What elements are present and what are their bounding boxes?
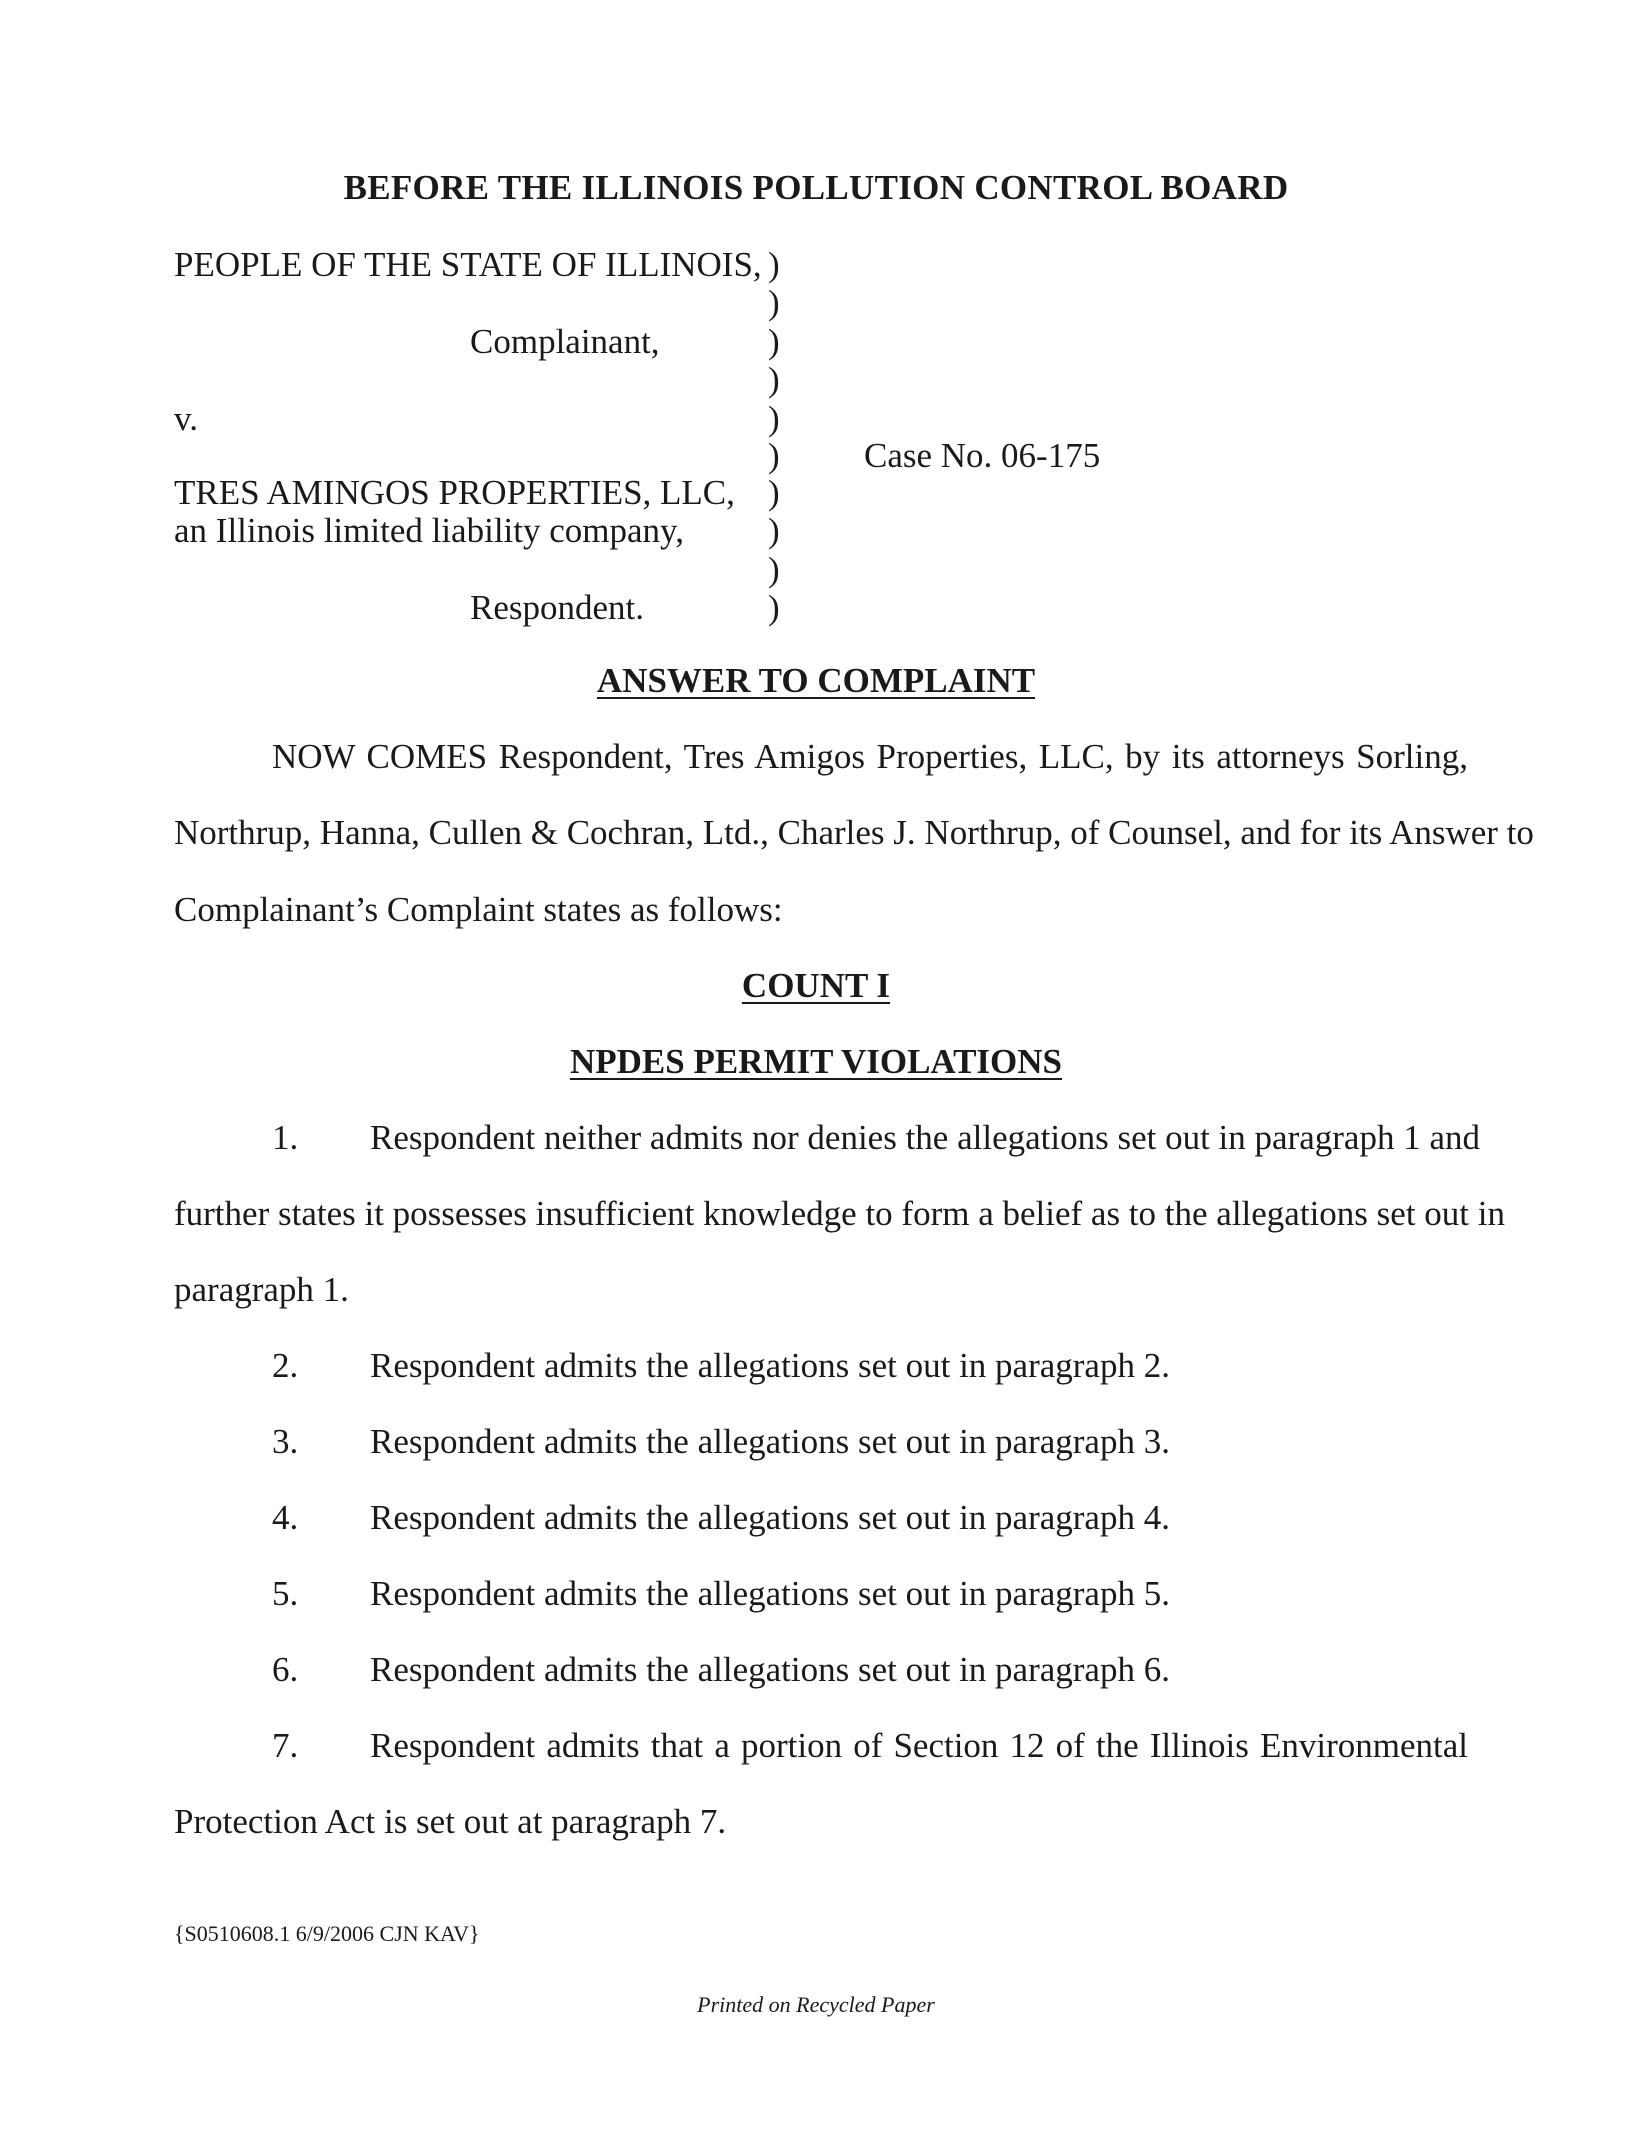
intro-line: NOW COMES Respondent, Tres Amigos Properties, LLC, by its attorneys Sorling, xyxy=(272,737,1468,776)
paragraph-text: Protection Act is set out at paragraph 7. xyxy=(174,1802,727,1841)
paragraph-text: paragraph 1. xyxy=(174,1270,349,1309)
case-number: Case No. 06-175 xyxy=(864,436,1101,475)
paragraph-number: 7. xyxy=(272,1726,299,1765)
caption-paren: ) xyxy=(768,322,780,361)
plaintiff-name: PEOPLE OF THE STATE OF ILLINOIS, xyxy=(174,245,762,284)
caption-paren: ) xyxy=(768,245,780,284)
respondent-name: TRES AMINGOS PROPERTIES, LLC, xyxy=(174,473,735,512)
paragraph-text: Respondent neither admits nor denies the allegations set out in paragraph 1 and xyxy=(370,1118,1480,1157)
count-subtitle: NPDES PERMIT VIOLATIONS xyxy=(569,1042,1063,1081)
plaintiff-role: Complainant, xyxy=(470,322,660,361)
caption-paren: ) xyxy=(768,588,780,627)
printed-on-recycled-paper: Printed on Recycled Paper xyxy=(697,1992,935,2017)
document-title: ANSWER TO COMPLAINT xyxy=(596,661,1036,700)
respondent-role: Respondent. xyxy=(470,588,645,627)
caption-paren: ) xyxy=(768,473,780,512)
board-title: BEFORE THE ILLINOIS POLLUTION CONTROL BOARD xyxy=(343,168,1289,207)
caption-paren: ) xyxy=(768,283,780,322)
paragraph-number: 1. xyxy=(272,1118,299,1157)
caption-paren: ) xyxy=(768,511,780,550)
intro-line: Complainant’s Complaint states as follows: xyxy=(174,890,783,929)
caption-paren: ) xyxy=(768,399,780,438)
paragraph-number: 2. xyxy=(272,1346,299,1385)
paragraph-text: Respondent admits the allegations set out in paragraph 2. xyxy=(370,1346,1170,1385)
intro-line: Northrup, Hanna, Cullen & Cochran, Ltd., Charles J. Northrup, of Counsel, and for its Answer to xyxy=(174,813,1534,852)
caption-paren: ) xyxy=(768,436,780,475)
paragraph-text: Respondent admits the allegations set out in paragraph 3. xyxy=(370,1422,1170,1461)
paragraph-number: 3. xyxy=(272,1422,299,1461)
versus-label: v. xyxy=(174,399,198,438)
count-title: COUNT I xyxy=(741,966,891,1005)
paragraph-text: further states it possesses insufficient knowledge to form a belief as to the allegations set out in xyxy=(174,1194,1505,1233)
document-id: {S0510608.1 6/9/2006 CJN KAV} xyxy=(174,1921,480,1946)
caption-paren: ) xyxy=(768,360,780,399)
paragraph-text: Respondent admits that a portion of Section 12 of the Illinois Environmental xyxy=(370,1726,1468,1765)
caption-paren: ) xyxy=(768,550,780,589)
paragraph-text: Respondent admits the allegations set out in paragraph 4. xyxy=(370,1498,1170,1537)
paragraph-text: Respondent admits the allegations set out in paragraph 5. xyxy=(370,1574,1170,1613)
paragraph-number: 6. xyxy=(272,1650,299,1689)
respondent-description: an Illinois limited liability company, xyxy=(174,511,685,550)
paragraph-number: 5. xyxy=(272,1574,299,1613)
paragraph-number: 4. xyxy=(272,1498,299,1537)
paragraph-text: Respondent admits the allegations set out in paragraph 6. xyxy=(370,1650,1170,1689)
